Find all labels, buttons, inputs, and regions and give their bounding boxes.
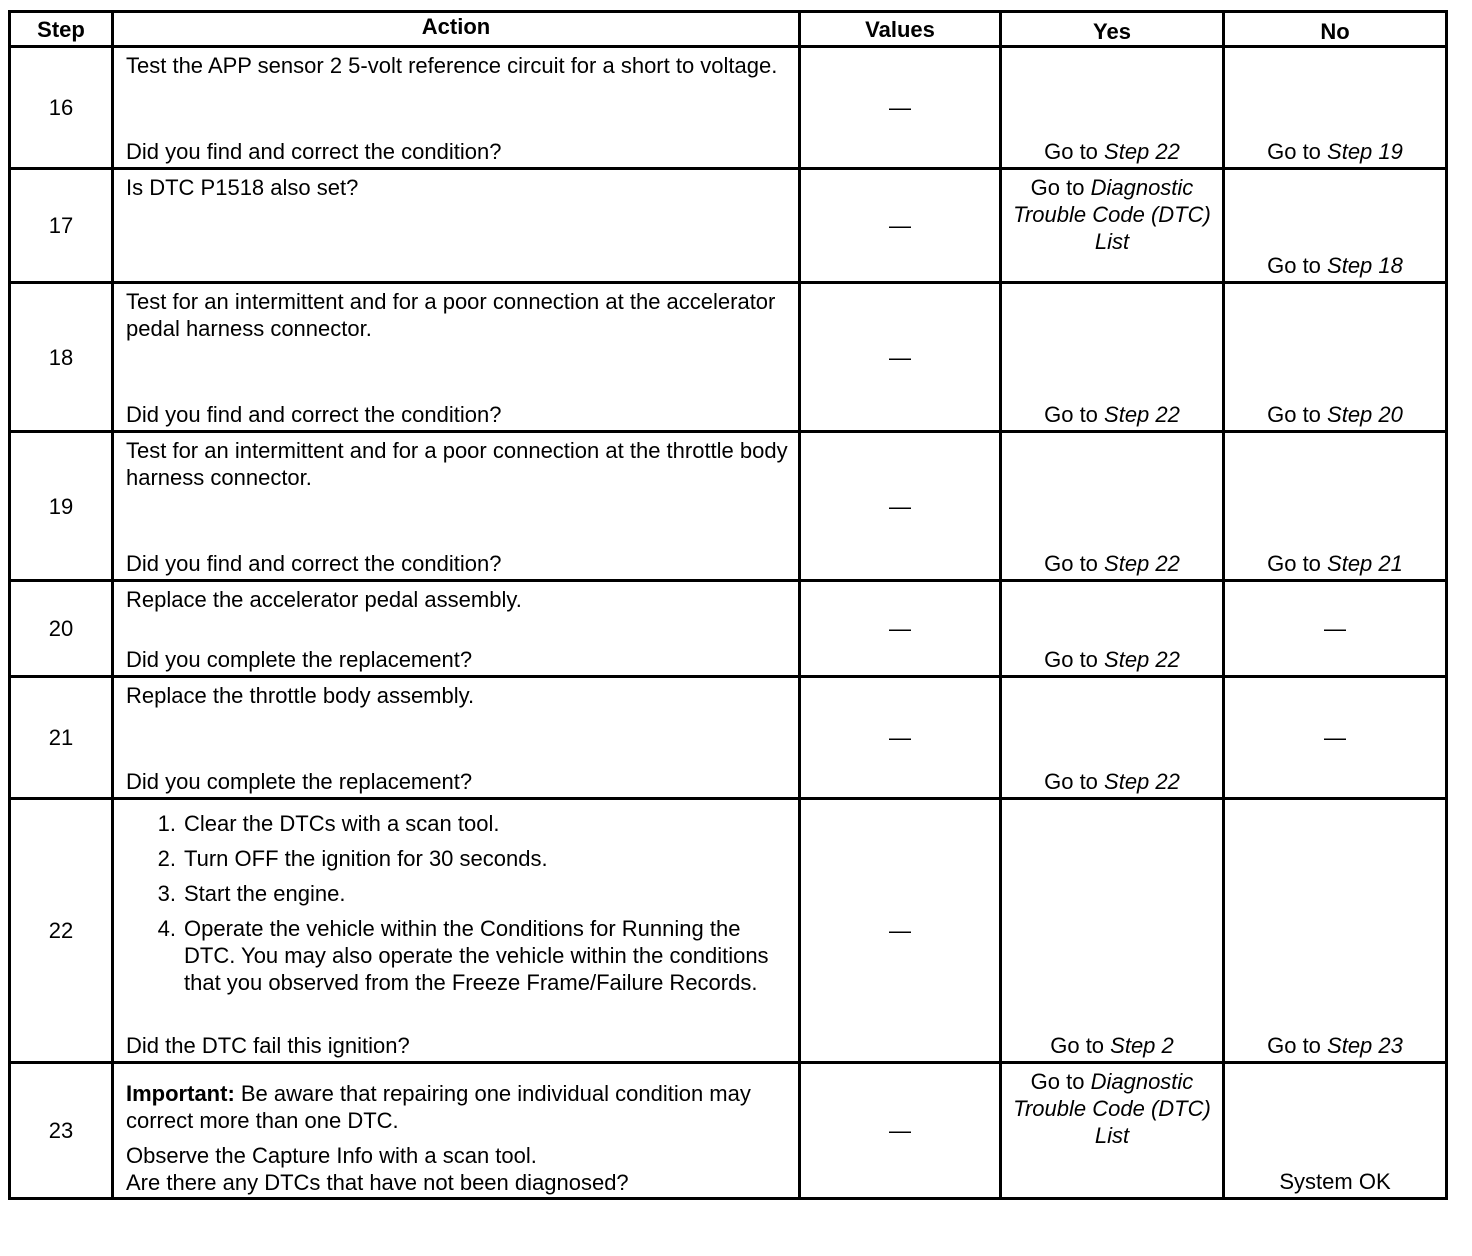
table-row	[10, 799, 1447, 1063]
no-cell-prefix: Go to	[1267, 253, 1328, 278]
step-number: 17	[10, 169, 113, 283]
yes-cell-prefix: Go to	[1030, 1069, 1091, 1094]
action-instructions	[126, 52, 788, 79]
action-instructions	[126, 682, 788, 709]
yes-cell-text	[1002, 646, 1222, 675]
yes-cell-text	[1002, 550, 1222, 579]
action-instructions	[126, 288, 788, 342]
no-cell-text	[1225, 1168, 1445, 1197]
yes-cell-step-link: Step 22	[1104, 139, 1180, 164]
action-question: Did you find and correct the condition?	[126, 551, 502, 576]
list-number: 4.	[157, 916, 176, 941]
table-row	[10, 169, 1447, 283]
action-instructions	[126, 437, 788, 491]
action-question: Did you find and correct the condition?	[126, 402, 502, 427]
action-content	[114, 1064, 798, 1197]
yes-cell-text	[1002, 401, 1222, 430]
yes-cell	[1001, 799, 1224, 1063]
no-cell	[1224, 47, 1447, 169]
yes-cell	[1001, 1063, 1224, 1199]
action-text	[126, 174, 788, 201]
action-content	[114, 170, 798, 281]
yes-cell	[1001, 169, 1224, 283]
no-cell	[1224, 283, 1447, 432]
action-question: Did you find and correct the condition?	[126, 139, 502, 164]
action-text	[126, 586, 788, 613]
action-instructions	[126, 174, 788, 201]
no-cell-dash: —	[1324, 616, 1346, 641]
no-cell-text	[1225, 401, 1445, 430]
no-cell-text	[1225, 1032, 1445, 1061]
list-text: Turn OFF the ignition for 30 seconds.	[184, 846, 548, 871]
action-text-body: Test the APP sensor 2 5-volt reference circuit for a short to voltage.	[126, 53, 778, 78]
action-text	[126, 1080, 788, 1134]
list-item	[126, 810, 788, 837]
yes-cell-text	[1002, 768, 1222, 797]
action-content	[114, 284, 798, 430]
action-content	[114, 48, 798, 167]
yes-cell-text	[1002, 138, 1222, 167]
action-text	[126, 437, 788, 491]
no-cell-prefix: Go to	[1267, 1033, 1328, 1058]
yes-cell	[1001, 581, 1224, 677]
table-row	[10, 1063, 1447, 1199]
values-cell: —	[800, 283, 1001, 432]
no-cell-prefix: Go to	[1267, 402, 1328, 427]
list-item	[126, 845, 788, 872]
table-row	[10, 677, 1447, 799]
yes-cell	[1001, 432, 1224, 581]
no-cell-dash: —	[1324, 725, 1346, 750]
action-cell	[113, 169, 800, 283]
values-cell: —	[800, 169, 1001, 283]
no-cell-prefix: Go to	[1267, 139, 1328, 164]
yes-cell-step-link: Diagnostic Trouble Code (DTC) List	[1013, 175, 1211, 254]
diagnostic-table	[8, 10, 1448, 1200]
values-cell: —	[800, 1063, 1001, 1199]
yes-cell-prefix: Go to	[1044, 139, 1105, 164]
table-row	[10, 432, 1447, 581]
action-steps-list	[126, 810, 788, 996]
no-cell-step-link: Step 21	[1327, 551, 1403, 576]
step-number: 21	[10, 677, 113, 799]
action-cell	[113, 677, 800, 799]
action-text	[126, 288, 788, 342]
list-number: 2.	[157, 846, 176, 871]
action-instructions	[126, 586, 788, 613]
no-cell	[1224, 677, 1447, 799]
step-number: 22	[10, 799, 113, 1063]
no-cell-text	[1225, 252, 1445, 281]
yes-cell	[1001, 677, 1224, 799]
header-row	[10, 12, 1447, 47]
no-cell-step-link: Step 18	[1327, 253, 1403, 278]
no-cell	[1224, 169, 1447, 283]
yes-cell-step-link: Step 22	[1104, 647, 1180, 672]
values-cell: —	[800, 432, 1001, 581]
action-text-body: Test for an intermittent and for a poor connection at the throttle body harness connector.	[126, 438, 788, 490]
values-cell: —	[800, 677, 1001, 799]
step-number: 23	[10, 1063, 113, 1199]
action-question: Did the DTC fail this ignition?	[126, 1033, 410, 1058]
header-no: No	[1224, 12, 1447, 47]
action-text-body: Replace the accelerator pedal assembly.	[126, 587, 522, 612]
action-text-body: Is DTC P1518 also set?	[126, 175, 359, 200]
yes-cell-step-link: Step 22	[1104, 769, 1180, 794]
list-item	[126, 915, 788, 996]
no-cell	[1224, 799, 1447, 1063]
header-yes: Yes	[1001, 12, 1224, 47]
yes-cell-prefix: Go to	[1050, 1033, 1111, 1058]
yes-cell-text	[1002, 1032, 1222, 1061]
yes-cell-step-link: Step 22	[1104, 551, 1180, 576]
no-cell-prefix: System OK	[1279, 1169, 1391, 1194]
header-action: Action	[113, 12, 800, 47]
no-cell	[1224, 432, 1447, 581]
action-text-body: Be aware that repairing one individual condition may correct more than one DTC.	[126, 1081, 751, 1133]
action-question: Did you complete the replacement?	[126, 647, 473, 672]
action-text-body: Observe the Capture Info with a scan tool.	[126, 1143, 537, 1168]
action-content	[114, 433, 798, 579]
action-text-body: Test for an intermittent and for a poor connection at the accelerator pedal harness connector.	[126, 289, 776, 341]
no-cell-step-link: Step 20	[1327, 402, 1403, 427]
values-cell: —	[800, 581, 1001, 677]
list-number: 1.	[157, 811, 176, 836]
action-content	[114, 678, 798, 797]
action-cell	[113, 1063, 800, 1199]
yes-cell-prefix: Go to	[1044, 551, 1105, 576]
action-content	[114, 582, 798, 675]
step-number: 19	[10, 432, 113, 581]
no-cell-step-link: Step 23	[1327, 1033, 1403, 1058]
action-text	[126, 52, 788, 79]
action-content	[114, 800, 798, 1061]
action-cell	[113, 581, 800, 677]
list-text: Clear the DTCs with a scan tool.	[184, 811, 500, 836]
yes-cell-text	[1002, 174, 1222, 257]
action-instructions	[126, 1080, 788, 1169]
list-item	[126, 880, 788, 907]
yes-cell-prefix: Go to	[1044, 402, 1105, 427]
no-cell-prefix: Go to	[1267, 551, 1328, 576]
step-number: 16	[10, 47, 113, 169]
list-text: Start the engine.	[184, 881, 346, 906]
yes-cell-step-link: Diagnostic Trouble Code (DTC) List	[1013, 1069, 1211, 1148]
no-cell	[1224, 581, 1447, 677]
action-text	[126, 682, 788, 709]
action-cell	[113, 283, 800, 432]
action-cell	[113, 799, 800, 1063]
values-cell: —	[800, 799, 1001, 1063]
yes-cell-step-link: Step 2	[1110, 1033, 1174, 1058]
action-cell	[113, 432, 800, 581]
table-row	[10, 581, 1447, 677]
yes-cell-prefix: Go to	[1030, 175, 1091, 200]
action-cell	[113, 47, 800, 169]
yes-cell-step-link: Step 22	[1104, 402, 1180, 427]
action-text-body: Replace the throttle body assembly.	[126, 683, 475, 708]
header-step: Step	[10, 12, 113, 47]
step-number: 20	[10, 581, 113, 677]
yes-cell	[1001, 283, 1224, 432]
values-cell: —	[800, 47, 1001, 169]
header-values: Values	[800, 12, 1001, 47]
action-question: Did you complete the replacement?	[126, 769, 473, 794]
list-number: 3.	[157, 881, 176, 906]
no-cell	[1224, 1063, 1447, 1199]
yes-cell-prefix: Go to	[1044, 647, 1105, 672]
table-row	[10, 47, 1447, 169]
yes-cell-text	[1002, 1068, 1222, 1151]
action-question: Are there any DTCs that have not been diagnosed?	[126, 1170, 629, 1195]
important-label: Important:	[126, 1081, 235, 1106]
no-cell-step-link: Step 19	[1327, 139, 1403, 164]
action-text	[126, 1142, 788, 1169]
no-cell-text	[1225, 138, 1445, 167]
yes-cell-prefix: Go to	[1044, 769, 1105, 794]
list-text: Operate the vehicle within the Conditions for Running the DTC. You may also operate the vehicle within the conditions that you observed from the Freeze Frame/Failure Records.	[184, 916, 769, 995]
action-instructions	[126, 804, 788, 1004]
step-number: 18	[10, 283, 113, 432]
yes-cell	[1001, 47, 1224, 169]
table-row	[10, 283, 1447, 432]
no-cell-text	[1225, 550, 1445, 579]
